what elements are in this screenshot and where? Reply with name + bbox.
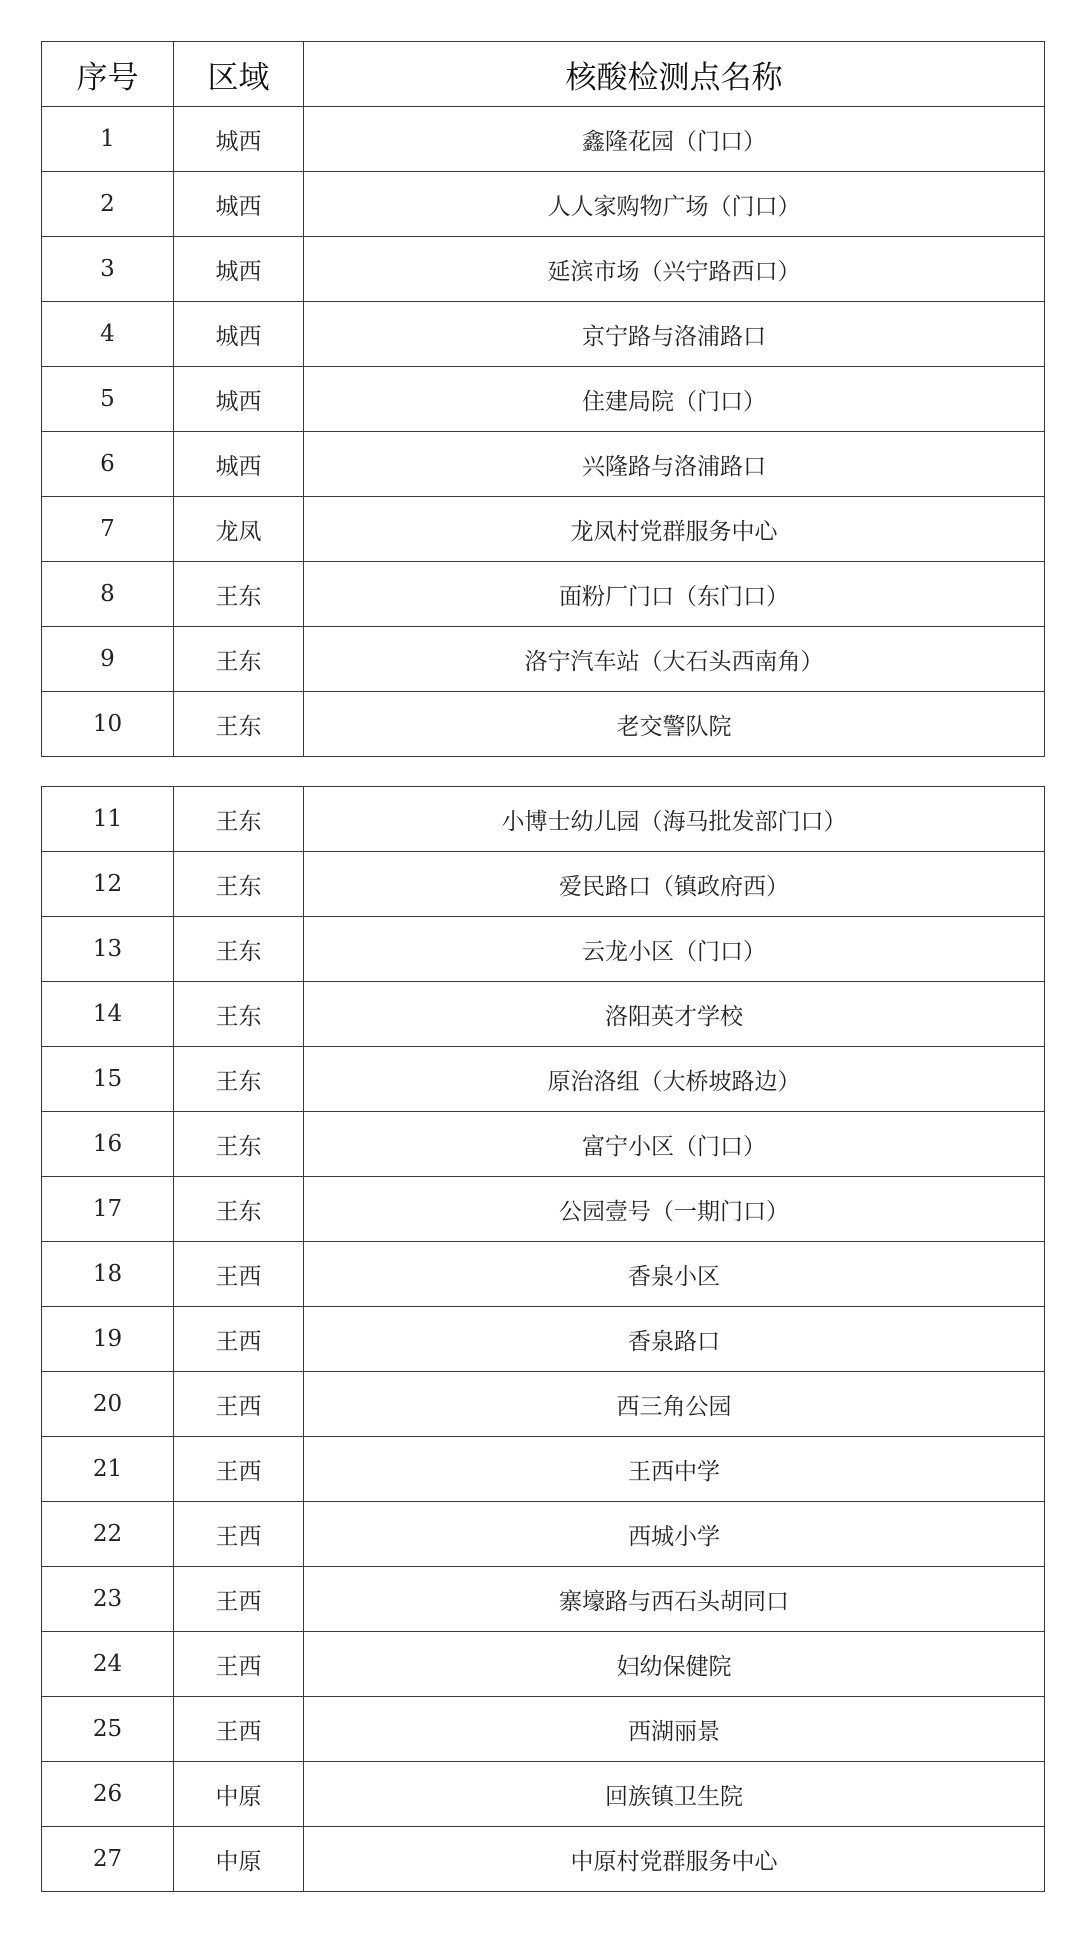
table-row (42, 172, 1045, 237)
table-row (42, 1047, 1045, 1112)
table-row (42, 107, 1045, 172)
table-row (42, 302, 1045, 367)
serial-number-cell: 16 (42, 1112, 174, 1177)
testing-sites-table-part-1 (41, 41, 1045, 757)
site-name-cell: 延滨市场（兴宁路西口） (304, 237, 1045, 302)
header-serial-number: 序号 (42, 42, 174, 107)
area-cell: 中原 (174, 1827, 304, 1892)
area-cell: 王东 (174, 1047, 304, 1112)
serial-number-cell: 27 (42, 1827, 174, 1892)
table-row (42, 367, 1045, 432)
serial-number-cell: 12 (42, 852, 174, 917)
serial-number-cell: 26 (42, 1762, 174, 1827)
serial-number-cell: 17 (42, 1177, 174, 1242)
table-row (42, 1567, 1045, 1632)
table-body-part-1 (42, 107, 1045, 757)
site-name-cell: 西湖丽景 (304, 1697, 1045, 1762)
site-name-cell: 人人家购物广场（门口） (304, 172, 1045, 237)
area-cell: 城西 (174, 237, 304, 302)
area-cell: 王西 (174, 1372, 304, 1437)
serial-number-cell: 2 (42, 172, 174, 237)
site-name-cell: 寨壕路与西石头胡同口 (304, 1567, 1045, 1632)
site-name-cell: 富宁小区（门口） (304, 1112, 1045, 1177)
site-name-cell: 小博士幼儿园（海马批发部门口） (304, 787, 1045, 852)
serial-number-cell: 8 (42, 562, 174, 627)
site-name-cell: 西三角公园 (304, 1372, 1045, 1437)
site-name-cell: 原治洛组（大桥坡路边） (304, 1047, 1045, 1112)
table-header-row (42, 42, 1045, 107)
site-name-cell: 云龙小区（门口） (304, 917, 1045, 982)
area-cell: 王东 (174, 692, 304, 757)
table-row (42, 852, 1045, 917)
area-cell: 王西 (174, 1307, 304, 1372)
table-row (42, 787, 1045, 852)
site-name-cell: 西城小学 (304, 1502, 1045, 1567)
serial-number-cell: 19 (42, 1307, 174, 1372)
area-cell: 王西 (174, 1502, 304, 1567)
site-name-cell: 中原村党群服务中心 (304, 1827, 1045, 1892)
table-row (42, 1502, 1045, 1567)
site-name-cell: 洛宁汽车站（大石头西南角） (304, 627, 1045, 692)
serial-number-cell: 18 (42, 1242, 174, 1307)
site-name-cell: 香泉路口 (304, 1307, 1045, 1372)
serial-number-cell: 3 (42, 237, 174, 302)
serial-number-cell: 1 (42, 107, 174, 172)
table-row (42, 497, 1045, 562)
table-row (42, 1437, 1045, 1502)
table-row (42, 432, 1045, 497)
area-cell: 王东 (174, 852, 304, 917)
serial-number-cell: 11 (42, 787, 174, 852)
table-row (42, 692, 1045, 757)
table-row (42, 1697, 1045, 1762)
site-name-cell: 龙凤村党群服务中心 (304, 497, 1045, 562)
site-name-cell: 妇幼保健院 (304, 1632, 1045, 1697)
area-cell: 王东 (174, 627, 304, 692)
area-cell: 王西 (174, 1567, 304, 1632)
table-body-part-2 (42, 787, 1045, 1892)
area-cell: 城西 (174, 432, 304, 497)
site-name-cell: 洛阳英才学校 (304, 982, 1045, 1047)
table-row (42, 1632, 1045, 1697)
table-row (42, 1762, 1045, 1827)
serial-number-cell: 20 (42, 1372, 174, 1437)
serial-number-cell: 15 (42, 1047, 174, 1112)
serial-number-cell: 5 (42, 367, 174, 432)
serial-number-cell: 14 (42, 982, 174, 1047)
area-cell: 王东 (174, 562, 304, 627)
site-name-cell: 京宁路与洛浦路口 (304, 302, 1045, 367)
area-cell: 王东 (174, 1112, 304, 1177)
area-cell: 中原 (174, 1762, 304, 1827)
table-row (42, 1112, 1045, 1177)
site-name-cell: 香泉小区 (304, 1242, 1045, 1307)
table-row (42, 237, 1045, 302)
site-name-cell: 王西中学 (304, 1437, 1045, 1502)
area-cell: 龙凤 (174, 497, 304, 562)
table-row (42, 627, 1045, 692)
table-row (42, 982, 1045, 1047)
area-cell: 王东 (174, 917, 304, 982)
serial-number-cell: 21 (42, 1437, 174, 1502)
area-cell: 城西 (174, 107, 304, 172)
area-cell: 王西 (174, 1697, 304, 1762)
table-row (42, 1307, 1045, 1372)
area-cell: 王东 (174, 982, 304, 1047)
area-cell: 王西 (174, 1242, 304, 1307)
area-cell: 城西 (174, 367, 304, 432)
serial-number-cell: 7 (42, 497, 174, 562)
area-cell: 城西 (174, 302, 304, 367)
testing-sites-table-part-2 (41, 786, 1045, 1892)
serial-number-cell: 23 (42, 1567, 174, 1632)
table-row (42, 1177, 1045, 1242)
site-name-cell: 回族镇卫生院 (304, 1762, 1045, 1827)
site-name-cell: 兴隆路与洛浦路口 (304, 432, 1045, 497)
table-row (42, 917, 1045, 982)
header-site-name: 核酸检测点名称 (304, 42, 1045, 107)
table-row (42, 562, 1045, 627)
site-name-cell: 公园壹号（一期门口） (304, 1177, 1045, 1242)
site-name-cell: 爱民路口（镇政府西） (304, 852, 1045, 917)
serial-number-cell: 6 (42, 432, 174, 497)
serial-number-cell: 10 (42, 692, 174, 757)
serial-number-cell: 24 (42, 1632, 174, 1697)
serial-number-cell: 4 (42, 302, 174, 367)
area-cell: 王西 (174, 1632, 304, 1697)
site-name-cell: 面粉厂门口（东门口） (304, 562, 1045, 627)
area-cell: 王东 (174, 787, 304, 852)
site-name-cell: 老交警队院 (304, 692, 1045, 757)
site-name-cell: 鑫隆花园（门口） (304, 107, 1045, 172)
header-area: 区域 (174, 42, 304, 107)
area-cell: 王东 (174, 1177, 304, 1242)
serial-number-cell: 25 (42, 1697, 174, 1762)
area-cell: 城西 (174, 172, 304, 237)
site-name-cell: 住建局院（门口） (304, 367, 1045, 432)
area-cell: 王西 (174, 1437, 304, 1502)
serial-number-cell: 13 (42, 917, 174, 982)
serial-number-cell: 22 (42, 1502, 174, 1567)
table-row (42, 1827, 1045, 1892)
serial-number-cell: 9 (42, 627, 174, 692)
table-row (42, 1242, 1045, 1307)
table-row (42, 1372, 1045, 1437)
